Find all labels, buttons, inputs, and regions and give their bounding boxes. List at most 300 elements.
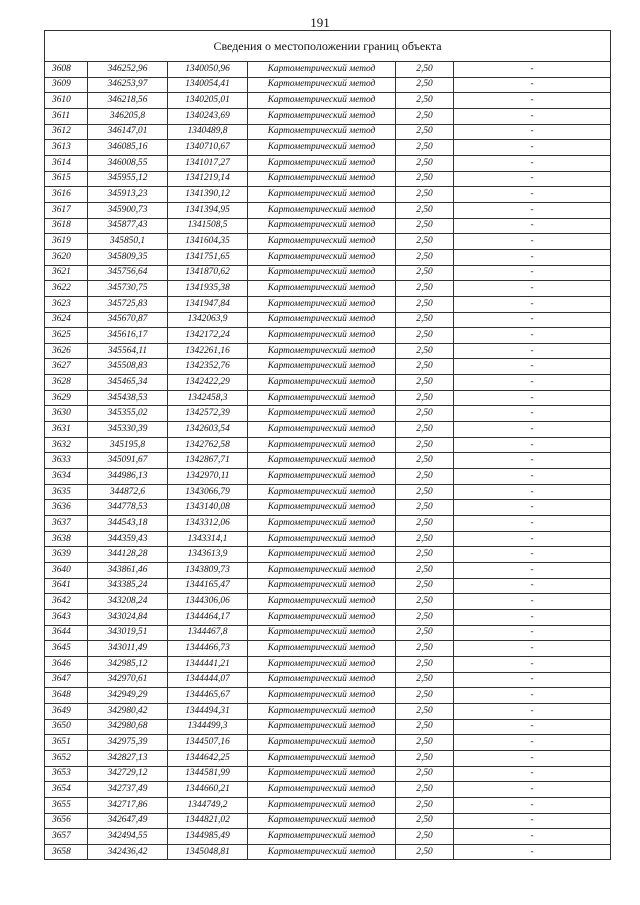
precision-cell: 2,50 [396, 516, 454, 532]
description-cell: - [454, 265, 611, 281]
coord-y-cell: 1342261,16 [168, 343, 248, 359]
table-row [45, 797, 611, 813]
coord-y-cell: 1344581,99 [168, 766, 248, 782]
table-row [45, 672, 611, 688]
point-number-cell: 3609 [45, 77, 88, 93]
description-cell: - [454, 735, 611, 751]
table-row [45, 202, 611, 218]
point-number-cell: 3618 [45, 218, 88, 234]
table-row [45, 829, 611, 845]
precision-cell: 2,50 [396, 719, 454, 735]
point-number-cell: 3656 [45, 813, 88, 829]
coord-y-cell: 1345048,81 [168, 844, 248, 860]
method-cell: Картометрический метод [248, 625, 396, 641]
precision-cell: 2,50 [396, 500, 454, 516]
precision-cell: 2,50 [396, 547, 454, 563]
table-row [45, 688, 611, 704]
table-row [45, 531, 611, 547]
coord-y-cell: 1344306,06 [168, 594, 248, 610]
method-cell: Картометрический метод [248, 453, 396, 469]
table-row [45, 124, 611, 140]
coord-y-cell: 1342572,39 [168, 406, 248, 422]
description-cell: - [454, 578, 611, 594]
precision-cell: 2,50 [396, 108, 454, 124]
method-cell: Картометрический метод [248, 797, 396, 813]
precision-cell: 2,50 [396, 688, 454, 704]
precision-cell: 2,50 [396, 531, 454, 547]
table-row [45, 516, 611, 532]
table-row [45, 844, 611, 860]
description-cell: - [454, 609, 611, 625]
precision-cell: 2,50 [396, 609, 454, 625]
coord-x-cell: 343861,46 [88, 563, 168, 579]
coord-x-cell: 345955,12 [88, 171, 168, 187]
description-cell: - [454, 187, 611, 203]
point-number-cell: 3637 [45, 516, 88, 532]
method-cell: Картометрический метод [248, 563, 396, 579]
coord-y-cell: 1340050,96 [168, 62, 248, 78]
description-cell: - [454, 531, 611, 547]
coord-y-cell: 1341751,65 [168, 249, 248, 265]
coord-x-cell: 345438,53 [88, 390, 168, 406]
table-row [45, 62, 611, 78]
precision-cell: 2,50 [396, 797, 454, 813]
coord-y-cell: 1342458,3 [168, 390, 248, 406]
point-number-cell: 3628 [45, 375, 88, 391]
point-number-cell: 3641 [45, 578, 88, 594]
precision-cell: 2,50 [396, 328, 454, 344]
method-cell: Картометрический метод [248, 609, 396, 625]
coord-x-cell: 345900,73 [88, 202, 168, 218]
table-row [45, 437, 611, 453]
coord-x-cell: 345564,11 [88, 343, 168, 359]
coord-x-cell: 345616,17 [88, 328, 168, 344]
description-cell: - [454, 359, 611, 375]
coord-x-cell: 345913,23 [88, 187, 168, 203]
coord-y-cell: 1341390,12 [168, 187, 248, 203]
precision-cell: 2,50 [396, 750, 454, 766]
point-number-cell: 3616 [45, 187, 88, 203]
coord-x-cell: 342494,55 [88, 829, 168, 845]
precision-cell: 2,50 [396, 155, 454, 171]
description-cell: - [454, 62, 611, 78]
precision-cell: 2,50 [396, 187, 454, 203]
point-number-cell: 3652 [45, 750, 88, 766]
description-cell: - [454, 453, 611, 469]
coord-y-cell: 1343613,9 [168, 547, 248, 563]
description-cell: - [454, 249, 611, 265]
table-row [45, 93, 611, 109]
table-row [45, 359, 611, 375]
coord-x-cell: 342729,12 [88, 766, 168, 782]
point-number-cell: 3619 [45, 234, 88, 250]
method-cell: Картометрический метод [248, 844, 396, 860]
description-cell: - [454, 343, 611, 359]
coord-x-cell: 346147,01 [88, 124, 168, 140]
coord-y-cell: 1342762,58 [168, 437, 248, 453]
point-number-cell: 3630 [45, 406, 88, 422]
point-number-cell: 3635 [45, 484, 88, 500]
point-number-cell: 3634 [45, 469, 88, 485]
coord-x-cell: 342985,12 [88, 656, 168, 672]
coord-x-cell: 344359,43 [88, 531, 168, 547]
coord-x-cell: 346218,56 [88, 93, 168, 109]
coord-y-cell: 1343140,08 [168, 500, 248, 516]
method-cell: Картометрический метод [248, 375, 396, 391]
table-row [45, 609, 611, 625]
table-row [45, 375, 611, 391]
table-row [45, 249, 611, 265]
method-cell: Картометрический метод [248, 312, 396, 328]
coord-x-cell: 345091,67 [88, 453, 168, 469]
coord-y-cell: 1342063,9 [168, 312, 248, 328]
method-cell: Картометрический метод [248, 531, 396, 547]
table-row [45, 390, 611, 406]
point-number-cell: 3623 [45, 296, 88, 312]
method-cell: Картометрический метод [248, 218, 396, 234]
method-cell: Картометрический метод [248, 359, 396, 375]
coord-x-cell: 342647,49 [88, 813, 168, 829]
precision-cell: 2,50 [396, 766, 454, 782]
table-row [45, 625, 611, 641]
coord-x-cell: 342980,42 [88, 703, 168, 719]
description-cell: - [454, 108, 611, 124]
point-number-cell: 3624 [45, 312, 88, 328]
method-cell: Картометрический метод [248, 719, 396, 735]
coord-x-cell: 342436,42 [88, 844, 168, 860]
description-cell: - [454, 171, 611, 187]
method-cell: Картометрический метод [248, 578, 396, 594]
method-cell: Картометрический метод [248, 484, 396, 500]
description-cell: - [454, 77, 611, 93]
coord-x-cell: 345330,39 [88, 422, 168, 438]
coord-y-cell: 1341947,84 [168, 296, 248, 312]
table-row [45, 328, 611, 344]
method-cell: Картометрический метод [248, 155, 396, 171]
description-cell: - [454, 672, 611, 688]
description-cell: - [454, 422, 611, 438]
coord-x-cell: 344778,53 [88, 500, 168, 516]
precision-cell: 2,50 [396, 296, 454, 312]
point-number-cell: 3650 [45, 719, 88, 735]
coord-y-cell: 1340710,67 [168, 140, 248, 156]
description-cell: - [454, 296, 611, 312]
point-number-cell: 3653 [45, 766, 88, 782]
method-cell: Картометрический метод [248, 437, 396, 453]
coord-x-cell: 345730,75 [88, 281, 168, 297]
coord-y-cell: 1342603,54 [168, 422, 248, 438]
boundary-coordinates-table [44, 30, 611, 860]
table-row [45, 406, 611, 422]
table-row [45, 782, 611, 798]
description-cell: - [454, 688, 611, 704]
point-number-cell: 3615 [45, 171, 88, 187]
method-cell: Картометрический метод [248, 594, 396, 610]
table-row [45, 453, 611, 469]
point-number-cell: 3632 [45, 437, 88, 453]
coord-y-cell: 1344464,17 [168, 609, 248, 625]
table-row [45, 578, 611, 594]
point-number-cell: 3646 [45, 656, 88, 672]
description-cell: - [454, 594, 611, 610]
method-cell: Картометрический метод [248, 124, 396, 140]
coord-x-cell: 342980,68 [88, 719, 168, 735]
method-cell: Картометрический метод [248, 140, 396, 156]
precision-cell: 2,50 [396, 202, 454, 218]
coord-y-cell: 1344444,07 [168, 672, 248, 688]
method-cell: Картометрический метод [248, 234, 396, 250]
method-cell: Картометрический метод [248, 656, 396, 672]
table-row [45, 547, 611, 563]
point-number-cell: 3625 [45, 328, 88, 344]
point-number-cell: 3645 [45, 641, 88, 657]
coord-y-cell: 1344660,21 [168, 782, 248, 798]
point-number-cell: 3642 [45, 594, 88, 610]
coord-x-cell: 342717,86 [88, 797, 168, 813]
method-cell: Картометрический метод [248, 171, 396, 187]
point-number-cell: 3636 [45, 500, 88, 516]
coord-x-cell: 346008,55 [88, 155, 168, 171]
description-cell: - [454, 93, 611, 109]
point-number-cell: 3612 [45, 124, 88, 140]
method-cell: Картометрический метод [248, 296, 396, 312]
precision-cell: 2,50 [396, 563, 454, 579]
table-row [45, 140, 611, 156]
point-number-cell: 3626 [45, 343, 88, 359]
description-cell: - [454, 703, 611, 719]
point-number-cell: 3644 [45, 625, 88, 641]
precision-cell: 2,50 [396, 312, 454, 328]
coord-y-cell: 1341017,27 [168, 155, 248, 171]
method-cell: Картометрический метод [248, 672, 396, 688]
point-number-cell: 3627 [45, 359, 88, 375]
coord-y-cell: 1340054,41 [168, 77, 248, 93]
description-cell: - [454, 234, 611, 250]
coord-y-cell: 1344441,21 [168, 656, 248, 672]
point-number-cell: 3643 [45, 609, 88, 625]
point-number-cell: 3622 [45, 281, 88, 297]
coord-x-cell: 346205,8 [88, 108, 168, 124]
point-number-cell: 3610 [45, 93, 88, 109]
description-cell: - [454, 516, 611, 532]
description-cell: - [454, 437, 611, 453]
table-row [45, 484, 611, 500]
description-cell: - [454, 124, 611, 140]
table-row [45, 265, 611, 281]
description-cell: - [454, 750, 611, 766]
precision-cell: 2,50 [396, 218, 454, 234]
table-row [45, 218, 611, 234]
coord-x-cell: 342970,61 [88, 672, 168, 688]
method-cell: Картометрический метод [248, 750, 396, 766]
point-number-cell: 3638 [45, 531, 88, 547]
coord-y-cell: 1341394,95 [168, 202, 248, 218]
coord-y-cell: 1344499,3 [168, 719, 248, 735]
table-row [45, 343, 611, 359]
precision-cell: 2,50 [396, 656, 454, 672]
precision-cell: 2,50 [396, 735, 454, 751]
description-cell: - [454, 484, 611, 500]
precision-cell: 2,50 [396, 77, 454, 93]
description-cell: - [454, 406, 611, 422]
method-cell: Картометрический метод [248, 62, 396, 78]
table-row [45, 813, 611, 829]
coord-y-cell: 1342867,71 [168, 453, 248, 469]
table-row [45, 766, 611, 782]
point-number-cell: 3621 [45, 265, 88, 281]
method-cell: Картометрический метод [248, 516, 396, 532]
method-cell: Картометрический метод [248, 265, 396, 281]
precision-cell: 2,50 [396, 265, 454, 281]
coord-x-cell: 345508,83 [88, 359, 168, 375]
precision-cell: 2,50 [396, 93, 454, 109]
description-cell: - [454, 328, 611, 344]
coord-y-cell: 1344165,47 [168, 578, 248, 594]
table-row [45, 312, 611, 328]
precision-cell: 2,50 [396, 672, 454, 688]
table-row [45, 469, 611, 485]
method-cell: Картометрический метод [248, 641, 396, 657]
point-number-cell: 3613 [45, 140, 88, 156]
coord-x-cell: 342975,39 [88, 735, 168, 751]
precision-cell: 2,50 [396, 453, 454, 469]
coord-y-cell: 1341870,62 [168, 265, 248, 281]
precision-cell: 2,50 [396, 375, 454, 391]
precision-cell: 2,50 [396, 437, 454, 453]
method-cell: Картометрический метод [248, 281, 396, 297]
precision-cell: 2,50 [396, 359, 454, 375]
point-number-cell: 3657 [45, 829, 88, 845]
coord-x-cell: 346085,16 [88, 140, 168, 156]
precision-cell: 2,50 [396, 406, 454, 422]
description-cell: - [454, 155, 611, 171]
description-cell: - [454, 140, 611, 156]
method-cell: Картометрический метод [248, 829, 396, 845]
description-cell: - [454, 829, 611, 845]
table-row [45, 77, 611, 93]
table-row [45, 171, 611, 187]
table-row [45, 563, 611, 579]
table-row [45, 735, 611, 751]
point-number-cell: 3611 [45, 108, 88, 124]
coord-x-cell: 345670,87 [88, 312, 168, 328]
point-number-cell: 3647 [45, 672, 88, 688]
description-cell: - [454, 469, 611, 485]
coord-x-cell: 342737,49 [88, 782, 168, 798]
table-row [45, 234, 611, 250]
coord-y-cell: 1344494,31 [168, 703, 248, 719]
precision-cell: 2,50 [396, 140, 454, 156]
precision-cell: 2,50 [396, 343, 454, 359]
point-number-cell: 3658 [45, 844, 88, 860]
point-number-cell: 3633 [45, 453, 88, 469]
description-cell: - [454, 547, 611, 563]
table-row [45, 422, 611, 438]
method-cell: Картометрический метод [248, 766, 396, 782]
precision-cell: 2,50 [396, 829, 454, 845]
point-number-cell: 3629 [45, 390, 88, 406]
description-cell: - [454, 563, 611, 579]
coord-x-cell: 344872,6 [88, 484, 168, 500]
description-cell: - [454, 719, 611, 735]
table-row [45, 719, 611, 735]
method-cell: Картометрический метод [248, 406, 396, 422]
precision-cell: 2,50 [396, 390, 454, 406]
table-row [45, 703, 611, 719]
coord-x-cell: 345756,64 [88, 265, 168, 281]
description-cell: - [454, 813, 611, 829]
coord-x-cell: 343011,49 [88, 641, 168, 657]
description-cell: - [454, 202, 611, 218]
precision-cell: 2,50 [396, 124, 454, 140]
precision-cell: 2,50 [396, 641, 454, 657]
method-cell: Картометрический метод [248, 703, 396, 719]
method-cell: Картометрический метод [248, 249, 396, 265]
method-cell: Картометрический метод [248, 735, 396, 751]
coord-x-cell: 346252,96 [88, 62, 168, 78]
coord-y-cell: 1343809,73 [168, 563, 248, 579]
coord-x-cell: 346253,97 [88, 77, 168, 93]
coord-y-cell: 1344507,16 [168, 735, 248, 751]
coord-y-cell: 1343066,79 [168, 484, 248, 500]
table-header-row [45, 31, 611, 62]
table-row [45, 594, 611, 610]
point-number-cell: 3654 [45, 782, 88, 798]
description-cell: - [454, 797, 611, 813]
method-cell: Картометрический метод [248, 547, 396, 563]
page-number: 191 [310, 15, 330, 30]
precision-cell: 2,50 [396, 469, 454, 485]
precision-cell: 2,50 [396, 234, 454, 250]
coord-x-cell: 344543,18 [88, 516, 168, 532]
coord-x-cell: 342949,29 [88, 688, 168, 704]
point-number-cell: 3631 [45, 422, 88, 438]
point-number-cell: 3655 [45, 797, 88, 813]
coord-x-cell: 344986,13 [88, 469, 168, 485]
coord-x-cell: 345355,02 [88, 406, 168, 422]
table-row [45, 296, 611, 312]
coord-y-cell: 1341219,14 [168, 171, 248, 187]
precision-cell: 2,50 [396, 171, 454, 187]
method-cell: Картометрический метод [248, 422, 396, 438]
coord-x-cell: 345877,43 [88, 218, 168, 234]
coord-y-cell: 1340489,8 [168, 124, 248, 140]
coord-y-cell: 1344642,25 [168, 750, 248, 766]
method-cell: Картометрический метод [248, 328, 396, 344]
coord-y-cell: 1343314,1 [168, 531, 248, 547]
coord-x-cell: 343024,84 [88, 609, 168, 625]
point-number-cell: 3649 [45, 703, 88, 719]
coord-y-cell: 1342970,11 [168, 469, 248, 485]
method-cell: Картометрический метод [248, 77, 396, 93]
precision-cell: 2,50 [396, 62, 454, 78]
precision-cell: 2,50 [396, 249, 454, 265]
coord-y-cell: 1344821,02 [168, 813, 248, 829]
coord-y-cell: 1344467,8 [168, 625, 248, 641]
method-cell: Картометрический метод [248, 469, 396, 485]
method-cell: Картометрический метод [248, 782, 396, 798]
description-cell: - [454, 766, 611, 782]
table-row [45, 155, 611, 171]
precision-cell: 2,50 [396, 844, 454, 860]
table-row [45, 500, 611, 516]
method-cell: Картометрический метод [248, 108, 396, 124]
point-number-cell: 3651 [45, 735, 88, 751]
table-row [45, 750, 611, 766]
method-cell: Картометрический метод [248, 187, 396, 203]
point-number-cell: 3614 [45, 155, 88, 171]
method-cell: Картометрический метод [248, 390, 396, 406]
